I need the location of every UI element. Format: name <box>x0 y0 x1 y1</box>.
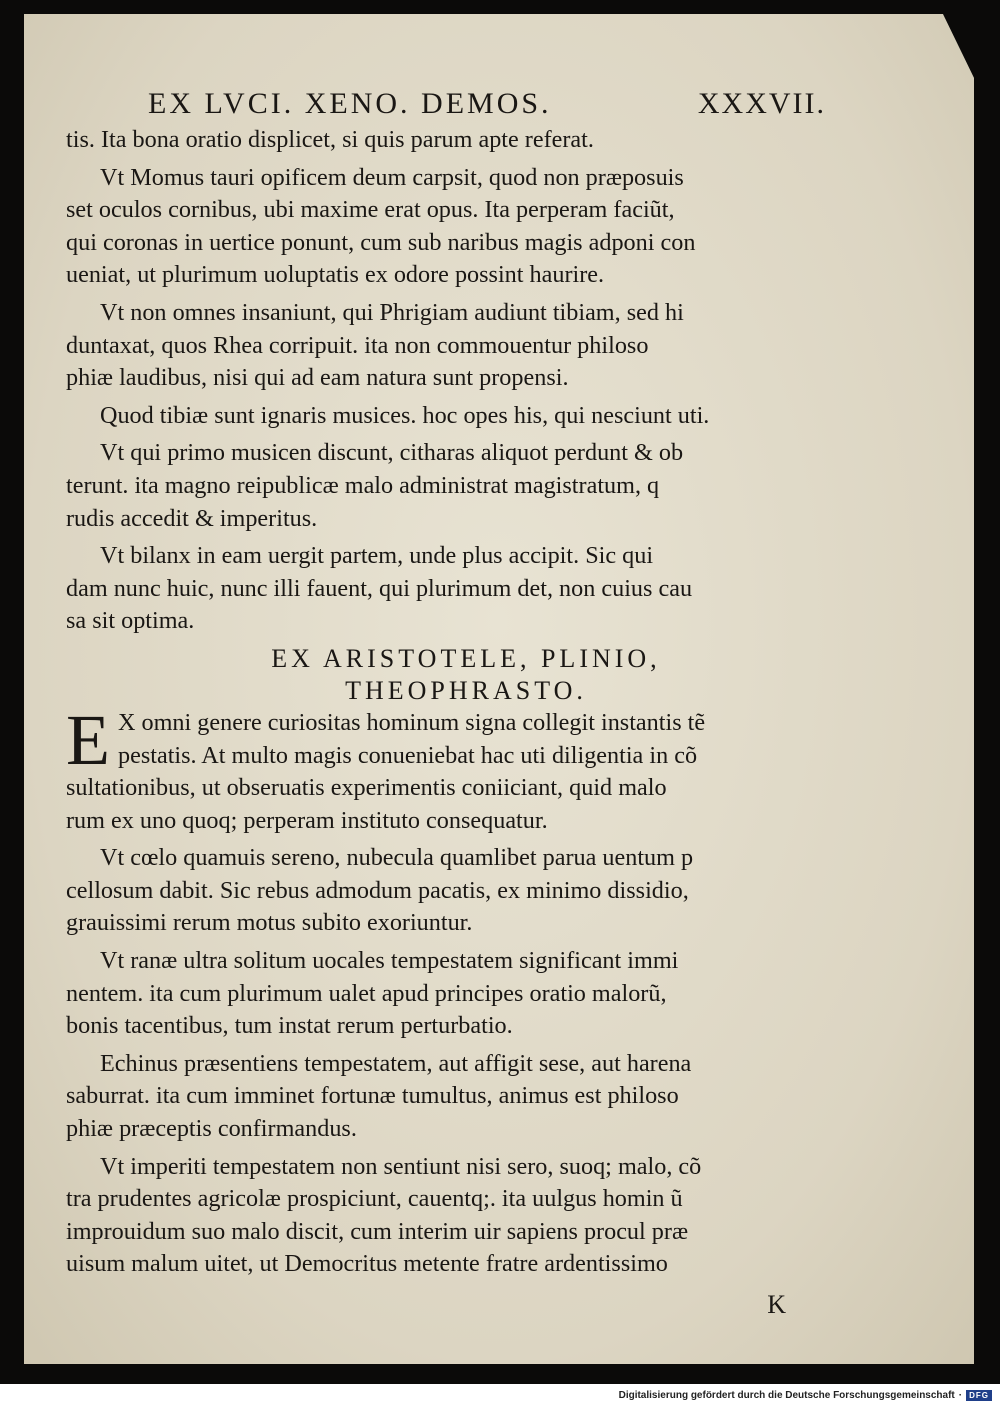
text-line: Echinus præsentiens tempestatem, aut affigit sese, aut harena <box>100 1049 692 1077</box>
text-line: sultationibus, ut obseruatis experimentis coniiciant, quid malo <box>66 774 667 802</box>
running-title: EX LVCI. XENO. DEMOS. <box>148 87 552 120</box>
text-line: uisum malum uitet, ut Democritus metente fratre ardentissimo <box>66 1250 668 1278</box>
text-line: X omni genere curiositas hominum signa collegit instantis tẽ <box>118 708 706 736</box>
section-title <box>66 643 826 707</box>
paragraph <box>66 842 826 940</box>
paragraph <box>66 540 826 638</box>
text-line: Quod tibiæ sunt ignaris musices. hoc opes his, qui nesciunt uti. <box>100 401 710 429</box>
text-line: Vt non omnes insaniunt, qui Phrigiam audiunt tibiam, sed hi <box>100 298 684 326</box>
page-content <box>66 84 826 1322</box>
text-line: phiæ præceptis confirmandus. <box>66 1115 357 1143</box>
text-line: Vt ranæ ultra solitum uocales tempestatem significant immi <box>100 947 679 975</box>
folded-corner <box>942 12 976 82</box>
text-line: Vt Momus tauri opificem deum carpsit, quod non præposuis <box>100 163 684 191</box>
section-title-line: EX ARISTOTELE, PLINIO, <box>271 643 661 673</box>
text-block <box>66 124 826 643</box>
credit-text: Digitalisierung gefördert durch die Deutsche Forschungsgemeinschaft <box>618 1390 955 1401</box>
text-line: phiæ laudibus, nisi qui ad eam natura sunt propensi. <box>66 364 569 392</box>
dfg-logo: DFG <box>966 1390 992 1401</box>
text-line: Vt qui primo musicen discunt, citharas aliquot perdunt & ob <box>100 439 684 467</box>
text-line: pestatis. At multo magis conueniebat hac uti diligentia in cõ <box>118 741 698 769</box>
text-line: ueniat, ut plurimum uoluptatis ex odore possint haurire. <box>66 261 605 289</box>
text-line: cellosum dabit. Sic rebus admodum pacatis, ex minimo dissidio, <box>66 876 689 904</box>
running-head <box>66 84 826 124</box>
text-line: terunt. ita magno reipublicæ malo administrat magistratum, q <box>66 471 660 499</box>
text-line: rum ex uno quoq; perperam instituto consequatur. <box>66 806 548 834</box>
text-line: rudis accedit & imperitus. <box>66 504 318 532</box>
paragraph <box>66 124 826 157</box>
paragraph <box>66 400 826 433</box>
paragraph <box>66 1048 826 1146</box>
text-line: tis. Ita bona oratio displicet, si quis parum apte referat. <box>66 126 594 153</box>
text-line: Vt cœlo quamuis sereno, nubecula quamlibet parua uentum p <box>100 844 694 872</box>
text-line: set oculos cornibus, ubi maxime erat opus. Ita perperam faciũt, <box>66 196 675 224</box>
text-line: saburrat. ita cum imminet fortunæ tumultus, animus est philoso <box>66 1082 679 1110</box>
drop-cap-initial: E <box>66 699 110 780</box>
text-line: Vt bilanx in eam uergit partem, unde plus accipit. Sic qui <box>100 542 654 570</box>
text-block <box>66 842 826 1286</box>
text-line: qui coronas in uertice ponunt, cum sub naribus magis adponi con <box>66 228 696 256</box>
text-line: bonis tacentibus, tum instat rerum perturbatio. <box>66 1012 513 1040</box>
text-line: improuidum suo malo discit, cum interim uir sapiens procul præ <box>66 1217 689 1245</box>
section-title-line: THEOPHRASTO. <box>345 675 587 705</box>
text-line: sa sit optima. <box>66 607 195 635</box>
catchword: K <box>767 1290 786 1319</box>
paragraph <box>66 1151 826 1281</box>
paragraph <box>66 162 826 292</box>
paragraph <box>66 945 826 1043</box>
text-line: nentem. ita cum plurimum ualet apud principes oratio malorũ, <box>66 979 667 1007</box>
opening-paragraph <box>66 699 826 842</box>
text-line: dam nunc huic, nunc illi fauent, qui plurimum det, non cuius cau <box>66 574 693 602</box>
text-line: tra prudentes agricolæ prospiciunt, cauentq;. ita uulgus homin ũ <box>66 1185 683 1213</box>
paragraph <box>66 437 826 535</box>
book-page <box>24 14 974 1364</box>
text-line: Vt imperiti tempestatem non sentiunt nisi sero, suoq; malo, cõ <box>100 1152 702 1180</box>
text-line: duntaxat, quos Rhea corripuit. ita non commouentur philoso <box>66 331 649 359</box>
folio-number: XXXVII. <box>697 87 826 120</box>
paragraph <box>66 297 826 395</box>
digitization-credit: Digitalisierung gefördert durch die Deutsche Forschungsgemeinschaft · DFG <box>619 1390 992 1401</box>
text-line: grauissimi rerum motus subito exoriuntur. <box>66 909 473 937</box>
